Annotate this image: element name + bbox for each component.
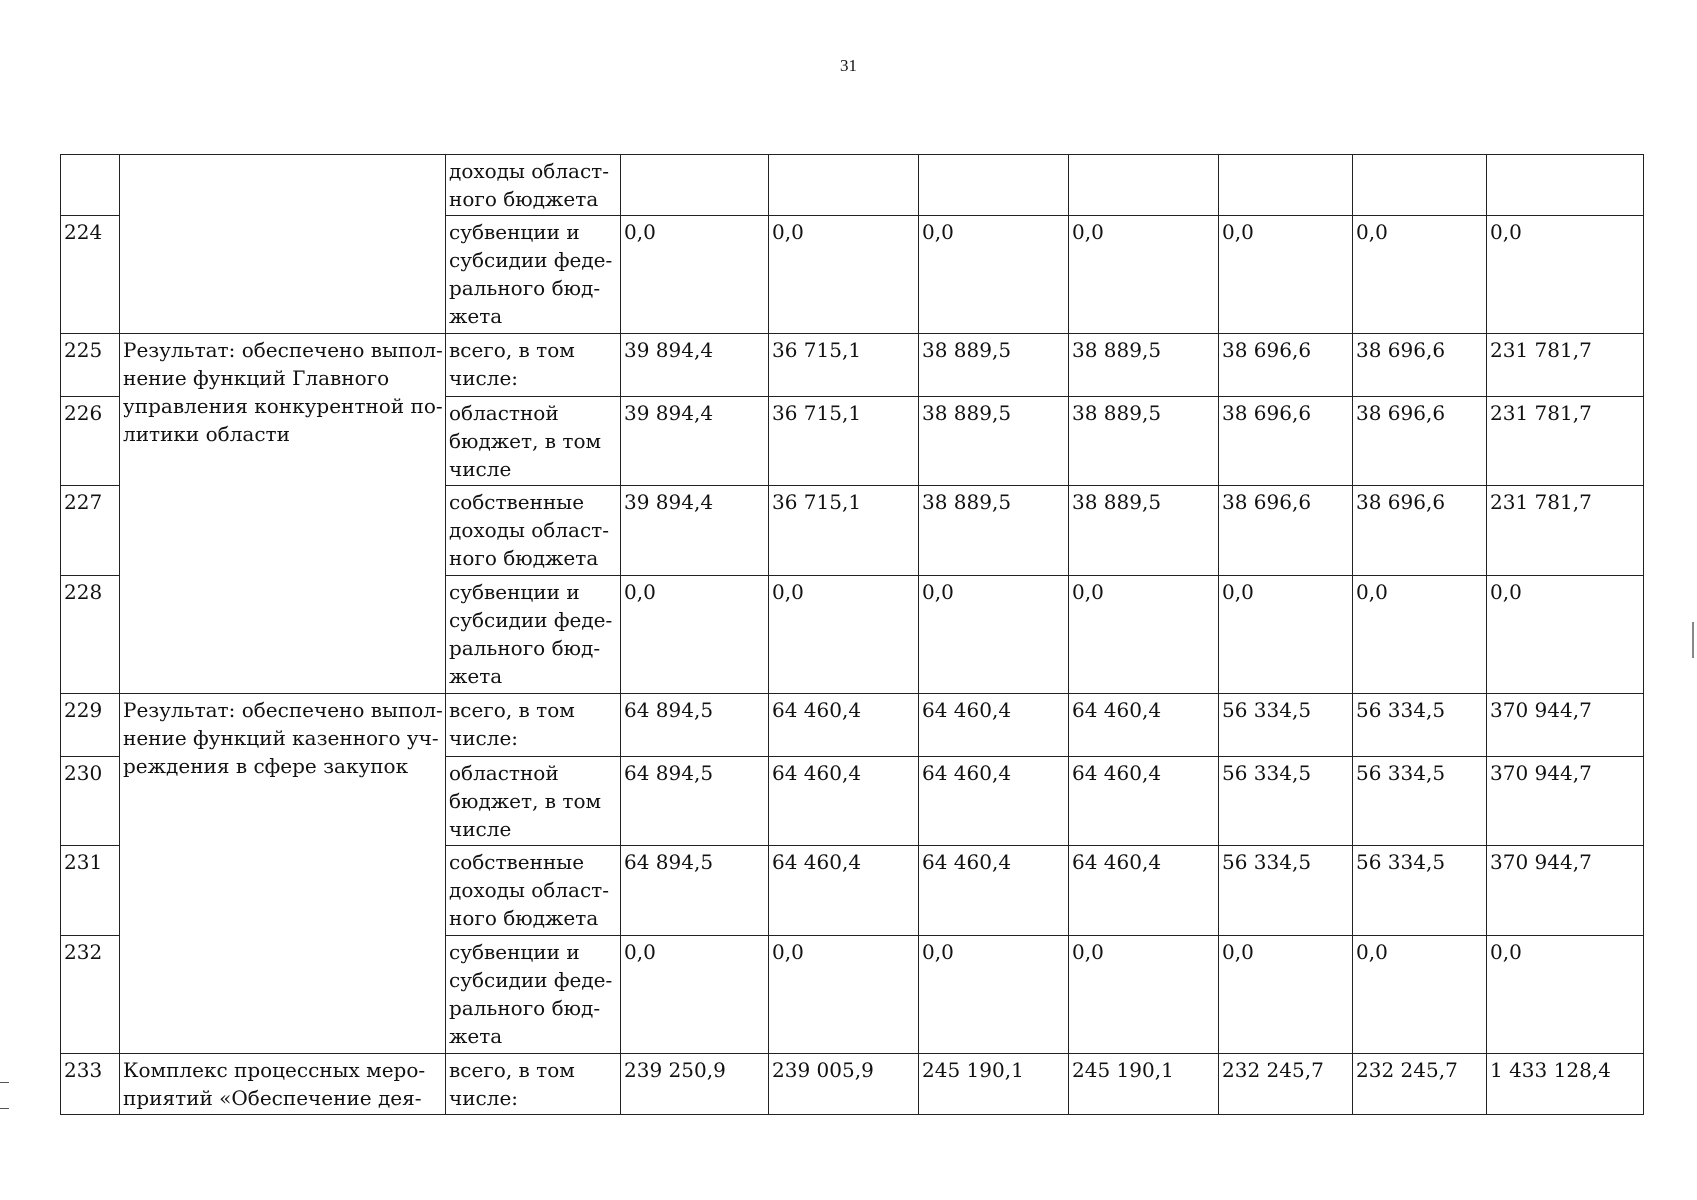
result-description: Комплекс процессных меро-приятий «Обеспечение дея- xyxy=(120,1054,446,1115)
amount-cell: 0,0 xyxy=(1069,576,1219,694)
row-number: 229 xyxy=(61,694,120,757)
row-number: 224 xyxy=(61,216,120,334)
amount-cell xyxy=(1487,155,1644,216)
amount-cell: 0,0 xyxy=(769,576,919,694)
amount-cell: 56 334,5 xyxy=(1353,757,1487,846)
amount-cell: 370 944,7 xyxy=(1487,846,1644,936)
budget-table xyxy=(60,154,1644,1115)
amount-cell: 36 715,1 xyxy=(769,486,919,576)
amount-cell: 0,0 xyxy=(1069,936,1219,1054)
result-description xyxy=(120,155,446,334)
amount-cell xyxy=(919,155,1069,216)
amount-cell: 0,0 xyxy=(621,936,769,1054)
amount-cell: 64 460,4 xyxy=(769,757,919,846)
amount-cell: 56 334,5 xyxy=(1219,846,1353,936)
table-row xyxy=(61,694,1644,757)
amount-cell: 56 334,5 xyxy=(1353,694,1487,757)
amount-cell: 64 460,4 xyxy=(919,694,1069,757)
amount-cell: 39 894,4 xyxy=(621,486,769,576)
amount-cell: 38 696,6 xyxy=(1219,397,1353,486)
funding-source: доходы област-ного бюджета xyxy=(446,155,621,216)
amount-cell: 39 894,4 xyxy=(621,397,769,486)
amount-cell: 0,0 xyxy=(919,576,1069,694)
amount-cell: 0,0 xyxy=(769,936,919,1054)
amount-cell: 232 245,7 xyxy=(1219,1054,1353,1115)
amount-cell: 231 781,7 xyxy=(1487,334,1644,397)
scan-mark xyxy=(0,1108,9,1109)
amount-cell: 64 460,4 xyxy=(919,757,1069,846)
amount-cell: 38 889,5 xyxy=(1069,334,1219,397)
page-number: 31 xyxy=(840,56,857,75)
amount-cell: 232 245,7 xyxy=(1353,1054,1487,1115)
amount-cell: 0,0 xyxy=(919,936,1069,1054)
amount-cell: 64 460,4 xyxy=(1069,846,1219,936)
amount-cell: 56 334,5 xyxy=(1219,757,1353,846)
amount-cell: 38 889,5 xyxy=(1069,397,1219,486)
amount-cell: 38 696,6 xyxy=(1219,334,1353,397)
table-row xyxy=(61,1054,1644,1115)
row-number: 227 xyxy=(61,486,120,576)
amount-cell xyxy=(1219,155,1353,216)
row-number: 233 xyxy=(61,1054,120,1115)
row-number: 231 xyxy=(61,846,120,936)
amount-cell: 370 944,7 xyxy=(1487,757,1644,846)
funding-source: всего, в том числе: xyxy=(446,1054,621,1115)
amount-cell: 0,0 xyxy=(1487,576,1644,694)
row-number: 225 xyxy=(61,334,120,397)
table-row xyxy=(61,334,1644,397)
amount-cell: 64 460,4 xyxy=(1069,694,1219,757)
amount-cell: 64 460,4 xyxy=(919,846,1069,936)
amount-cell: 64 460,4 xyxy=(1069,757,1219,846)
table-row xyxy=(61,155,1644,216)
funding-source: субвенции и субсидии феде-рального бюд-жета xyxy=(446,216,621,334)
amount-cell: 0,0 xyxy=(1353,216,1487,334)
amount-cell xyxy=(769,155,919,216)
funding-source: всего, в том числе: xyxy=(446,334,621,397)
amount-cell: 0,0 xyxy=(1219,576,1353,694)
row-number: 230 xyxy=(61,757,120,846)
amount-cell: 64 894,5 xyxy=(621,757,769,846)
amount-cell: 0,0 xyxy=(1219,936,1353,1054)
amount-cell: 1 433 128,4 xyxy=(1487,1054,1644,1115)
scan-mark xyxy=(0,1082,9,1083)
amount-cell: 239 250,9 xyxy=(621,1054,769,1115)
amount-cell: 38 696,6 xyxy=(1353,397,1487,486)
funding-source: субвенции и субсидии феде-рального бюд-жета xyxy=(446,576,621,694)
funding-source: субвенции и субсидии феде-рального бюд-жета xyxy=(446,936,621,1054)
amount-cell: 0,0 xyxy=(1353,936,1487,1054)
amount-cell: 245 190,1 xyxy=(1069,1054,1219,1115)
row-number xyxy=(61,155,120,216)
amount-cell: 38 696,6 xyxy=(1353,486,1487,576)
amount-cell xyxy=(621,155,769,216)
funding-source: областной бюджет, в том числе xyxy=(446,757,621,846)
amount-cell: 36 715,1 xyxy=(769,334,919,397)
scan-mark xyxy=(1692,622,1694,658)
row-number: 228 xyxy=(61,576,120,694)
amount-cell: 64 460,4 xyxy=(769,846,919,936)
amount-cell: 245 190,1 xyxy=(919,1054,1069,1115)
result-description: Результат: обеспечено выпол-нение функций казенного уч-реждения в сфере закупок xyxy=(120,694,446,1054)
amount-cell: 370 944,7 xyxy=(1487,694,1644,757)
amount-cell: 39 894,4 xyxy=(621,334,769,397)
row-number: 226 xyxy=(61,397,120,486)
funding-source: собственные доходы област-ного бюджета xyxy=(446,486,621,576)
amount-cell: 0,0 xyxy=(1219,216,1353,334)
amount-cell: 0,0 xyxy=(621,576,769,694)
result-description: Результат: обеспечено выпол-нение функций Главного управления конкурентной по-литики области xyxy=(120,334,446,694)
amount-cell: 38 696,6 xyxy=(1219,486,1353,576)
funding-source: собственные доходы област-ного бюджета xyxy=(446,846,621,936)
amount-cell: 64 460,4 xyxy=(769,694,919,757)
amount-cell: 239 005,9 xyxy=(769,1054,919,1115)
amount-cell: 0,0 xyxy=(1353,576,1487,694)
amount-cell: 64 894,5 xyxy=(621,846,769,936)
amount-cell xyxy=(1069,155,1219,216)
row-number: 232 xyxy=(61,936,120,1054)
amount-cell: 38 889,5 xyxy=(919,334,1069,397)
amount-cell: 0,0 xyxy=(621,216,769,334)
amount-cell: 56 334,5 xyxy=(1353,846,1487,936)
amount-cell: 64 894,5 xyxy=(621,694,769,757)
amount-cell: 38 889,5 xyxy=(919,397,1069,486)
amount-cell xyxy=(1353,155,1487,216)
amount-cell: 0,0 xyxy=(919,216,1069,334)
funding-source: областной бюджет, в том числе xyxy=(446,397,621,486)
amount-cell: 0,0 xyxy=(1487,216,1644,334)
amount-cell: 36 715,1 xyxy=(769,397,919,486)
amount-cell: 231 781,7 xyxy=(1487,397,1644,486)
amount-cell: 56 334,5 xyxy=(1219,694,1353,757)
amount-cell: 38 889,5 xyxy=(919,486,1069,576)
funding-source: всего, в том числе: xyxy=(446,694,621,757)
amount-cell: 0,0 xyxy=(1069,216,1219,334)
amount-cell: 38 696,6 xyxy=(1353,334,1487,397)
amount-cell: 0,0 xyxy=(769,216,919,334)
amount-cell: 0,0 xyxy=(1487,936,1644,1054)
amount-cell: 231 781,7 xyxy=(1487,486,1644,576)
amount-cell: 38 889,5 xyxy=(1069,486,1219,576)
